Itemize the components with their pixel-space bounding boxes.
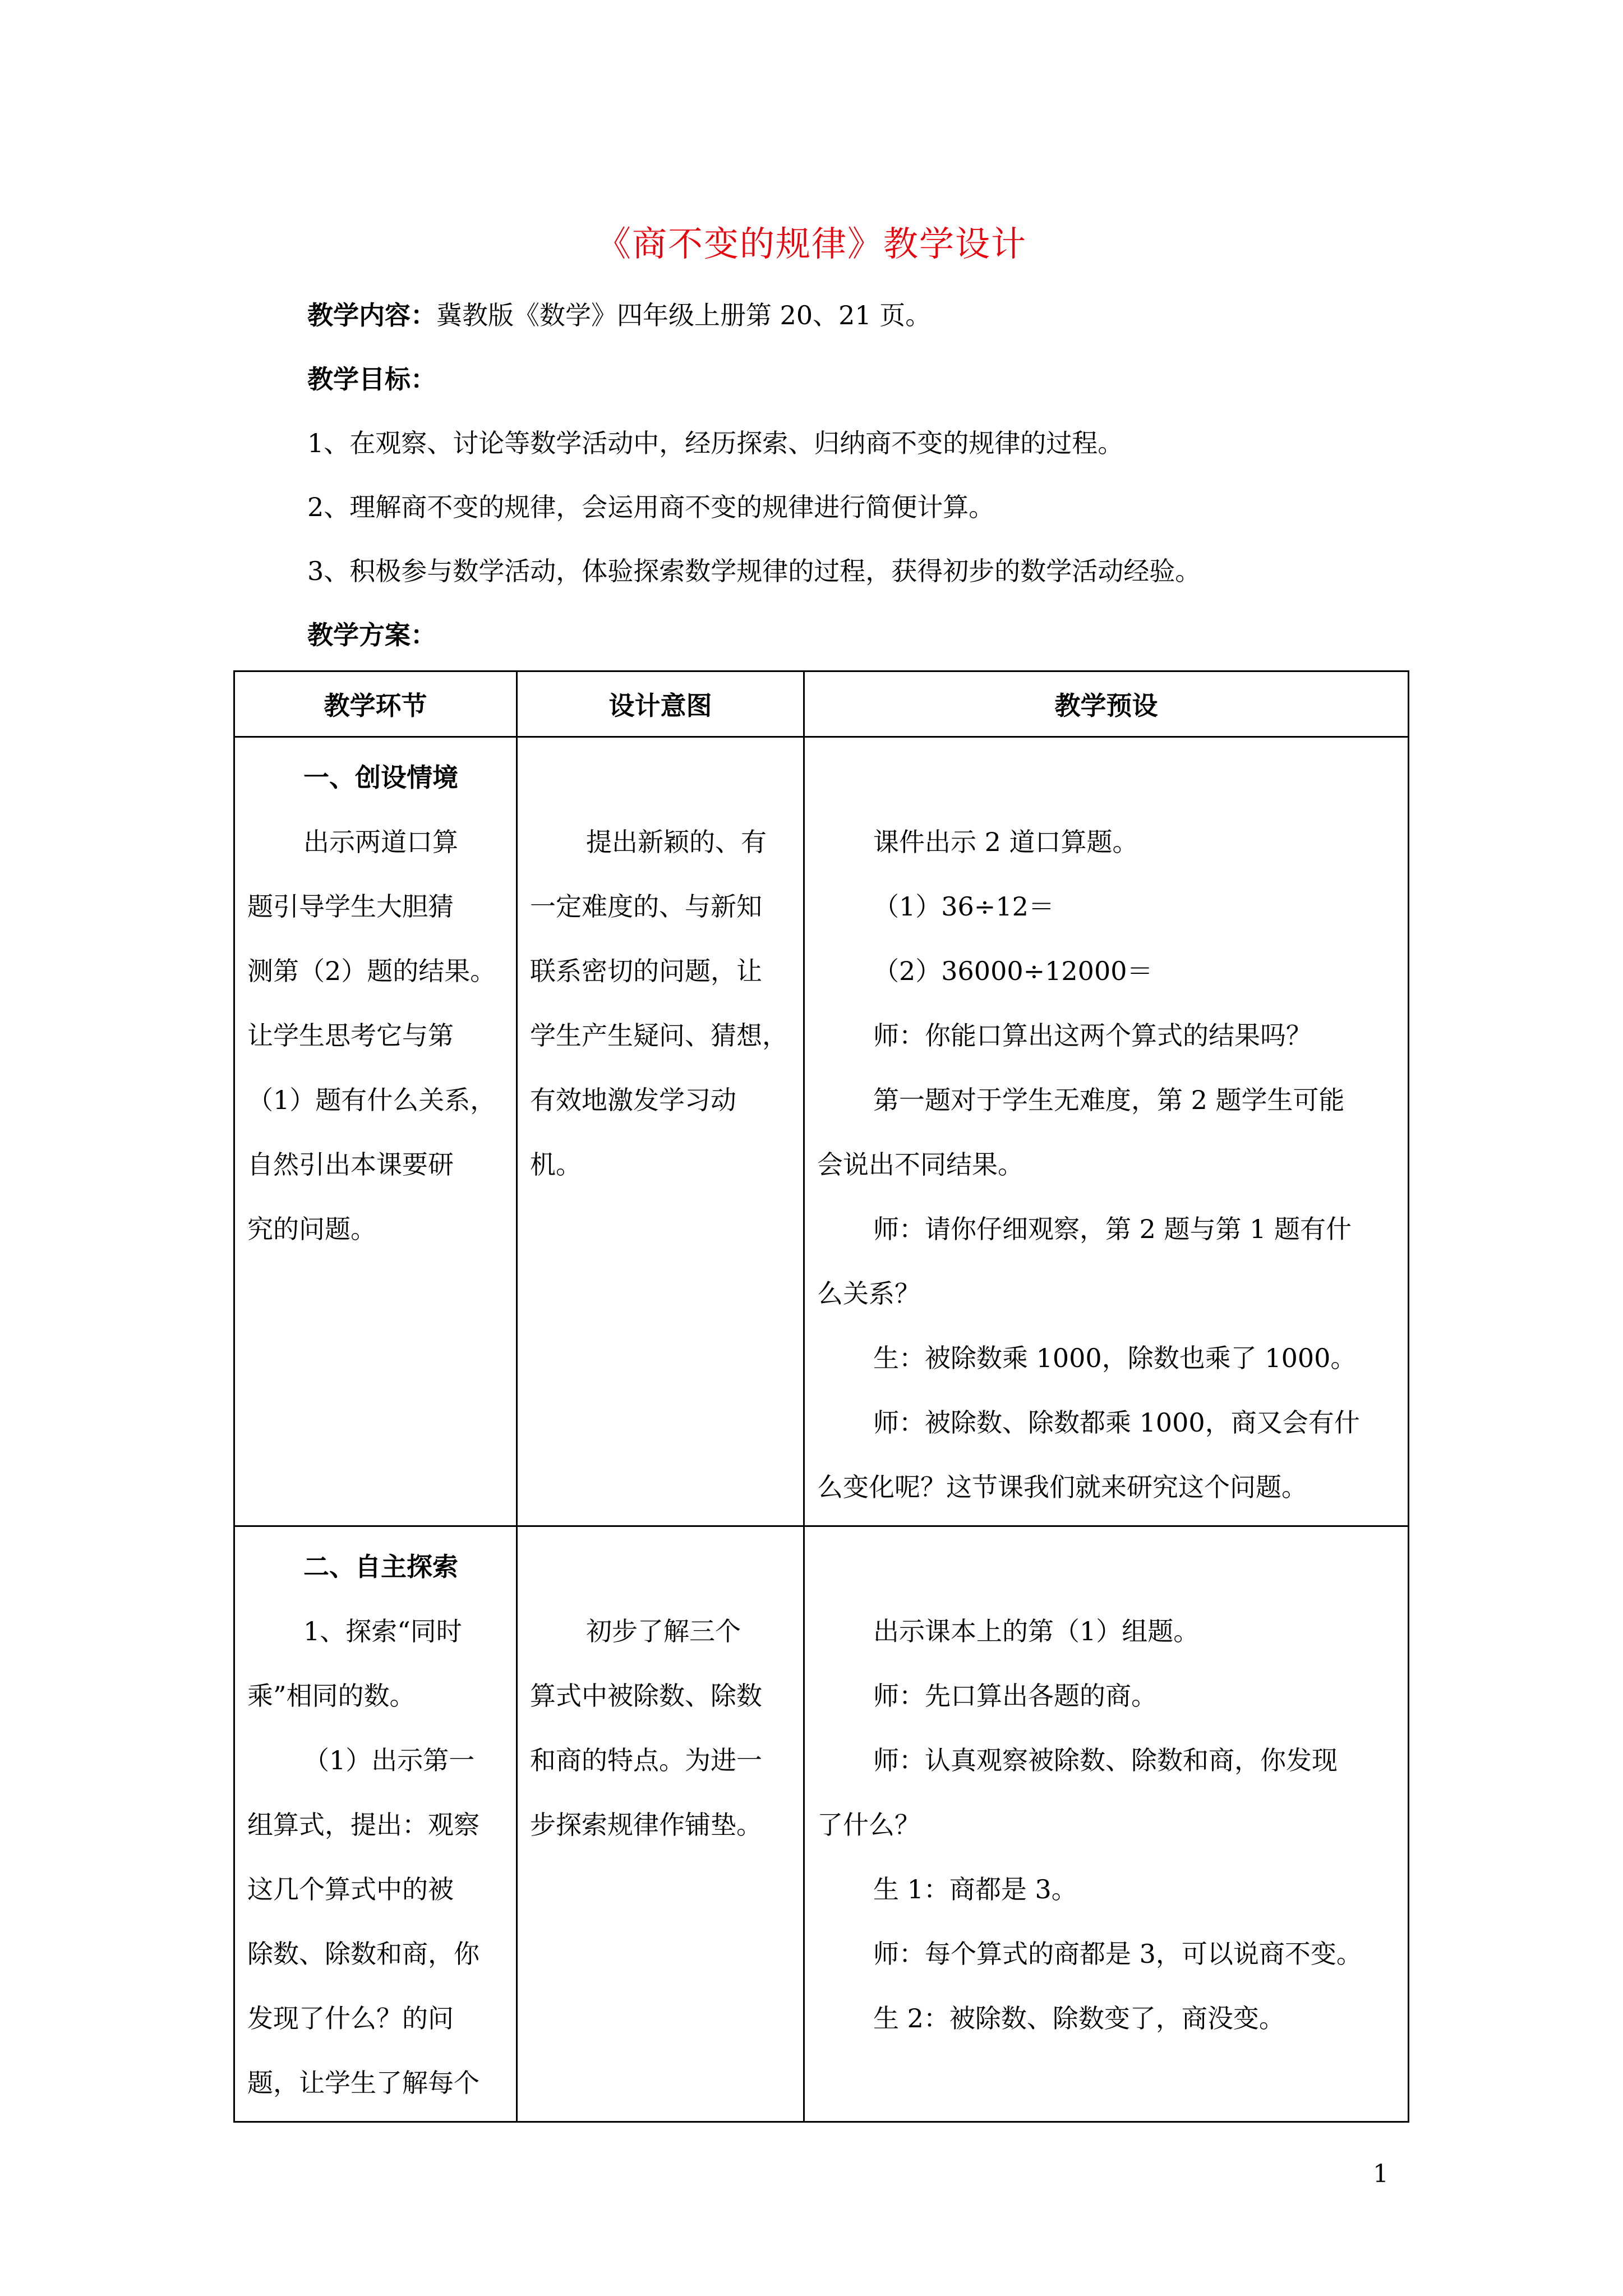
stage-text-line: 题引导学生大胆猜 [247, 891, 454, 922]
preset-text-line: 第一题对于学生无难度，第 2 题学生可能 [873, 1085, 1345, 1115]
intent-text-line: 初步了解三个 [586, 1616, 741, 1646]
header-intent: 设计意图 [517, 671, 804, 737]
preset-text-line: 师：每个算式的商都是 3，可以说商不变。 [873, 1939, 1362, 1969]
stage-text-line: 究的问题。 [247, 1214, 376, 1244]
preset-cell [804, 1526, 1409, 2122]
goal-item: 3、积极参与数学活动，体验探索数学规律的过程，获得初步的数学活动经验。 [307, 556, 1201, 586]
preset-text-line: 生 2：被除数、除数变了，商没变。 [873, 2003, 1285, 2033]
intent-text-line: 步探索规律作铺垫。 [530, 1810, 762, 1840]
teaching-content [307, 298, 931, 332]
preset-text-line: 生：被除数乘 1000，除数也乘了 1000。 [873, 1343, 1357, 1373]
stage-text-line: 自然引出本课要研 [247, 1149, 454, 1180]
preset-text-line: 师：被除数、除数都乘 1000，商又会有什 [873, 1407, 1360, 1438]
intent-text-line: 机。 [530, 1149, 582, 1180]
stage-text-line: 除数、除数和商，你 [247, 1939, 479, 1969]
header-stage: 教学环节 [234, 671, 517, 737]
intent-text-line: 算式中被除数、除数 [530, 1681, 762, 1711]
teaching-content-value: 冀教版《数学》四年级上册第 20、21 页。 [436, 300, 932, 330]
stage-text-line: 乘”相同的数。 [247, 1681, 416, 1711]
goal-item: 2、理解商不变的规律，会运用商不变的规律进行简便计算。 [307, 492, 995, 522]
stage-cell [234, 737, 517, 1526]
preset-text-line: 师：你能口算出这两个算式的结果吗？ [873, 1020, 1312, 1051]
page-title: 《商不变的规律》教学设计 [596, 223, 1027, 264]
table-row [234, 1526, 1409, 2122]
stage-text-line: 题，让学生了解每个 [247, 2068, 479, 2098]
stage-cell [234, 1526, 517, 2122]
stage-title: 一、创设情境 [303, 762, 458, 793]
preset-text-line: （2）36000÷12000＝ [873, 956, 1153, 986]
table-header-row [234, 671, 1409, 737]
intent-text-line: 提出新颖的、有 [586, 827, 767, 857]
intent-text-line: 有效地激发学习动 [530, 1085, 736, 1115]
intent-cell [517, 1526, 804, 2122]
preset-text-line: 出示课本上的第（1）组题。 [873, 1616, 1200, 1646]
preset-text-line: 了什么？ [817, 1810, 920, 1840]
preset-text-line: 师：先口算出各题的商。 [873, 1681, 1157, 1711]
teaching-content-label: 教学内容： [307, 300, 436, 330]
stage-text-line: （1）出示第一 [303, 1745, 475, 1775]
stage-text-line: 组算式，提出：观察 [247, 1810, 479, 1840]
stage-text-line: 出示两道口算 [303, 827, 458, 857]
preset-text-line: 会说出不同结果。 [817, 1149, 1023, 1180]
preset-text-line: 么变化呢？这节课我们就来研究这个问题。 [817, 1472, 1307, 1502]
preset-text-line: 生 1：商都是 3。 [873, 1874, 1077, 1904]
intent-text-line: 一定难度的、与新知 [530, 891, 762, 922]
stage-text-line: 测第（2）题的结果。 [247, 956, 496, 986]
preset-text-line: 么关系？ [817, 1278, 920, 1309]
page-number: 1 [1373, 2160, 1389, 2188]
teaching-goals-label: 教学目标： [307, 364, 436, 394]
teaching-plan-label: 教学方案： [307, 620, 436, 650]
teaching-plan-table [233, 670, 1409, 2123]
preset-cell [804, 737, 1409, 1526]
stage-text-line: 这几个算式中的被 [247, 1874, 454, 1904]
stage-text-line: 1、探索“同时 [303, 1616, 462, 1646]
preset-text-line: （1）36÷12＝ [873, 891, 1054, 922]
intent-text-line: 学生产生疑问、猜想， [530, 1020, 788, 1051]
goal-item: 1、在观察、讨论等数学活动中，经历探索、归纳商不变的规律的过程。 [307, 428, 1124, 458]
stage-text-line: 让学生思考它与第 [247, 1020, 454, 1051]
preset-text-line: 课件出示 2 道口算题。 [873, 827, 1138, 857]
table-row [234, 737, 1409, 1526]
header-preset: 教学预设 [804, 671, 1409, 737]
stage-title: 二、自主探索 [303, 1552, 458, 1582]
intent-text-line: 联系密切的问题，让 [530, 956, 762, 986]
stage-text-line: 发现了什么？的问 [247, 2003, 454, 2033]
intent-text-line: 和商的特点。为进一 [530, 1745, 762, 1775]
preset-text-line: 师：认真观察被除数、除数和商，你发现 [873, 1745, 1338, 1775]
preset-text-line: 师：请你仔细观察，第 2 题与第 1 题有什 [873, 1214, 1352, 1244]
stage-text-line: （1）题有什么关系， [247, 1085, 496, 1115]
intent-cell [517, 737, 804, 1526]
